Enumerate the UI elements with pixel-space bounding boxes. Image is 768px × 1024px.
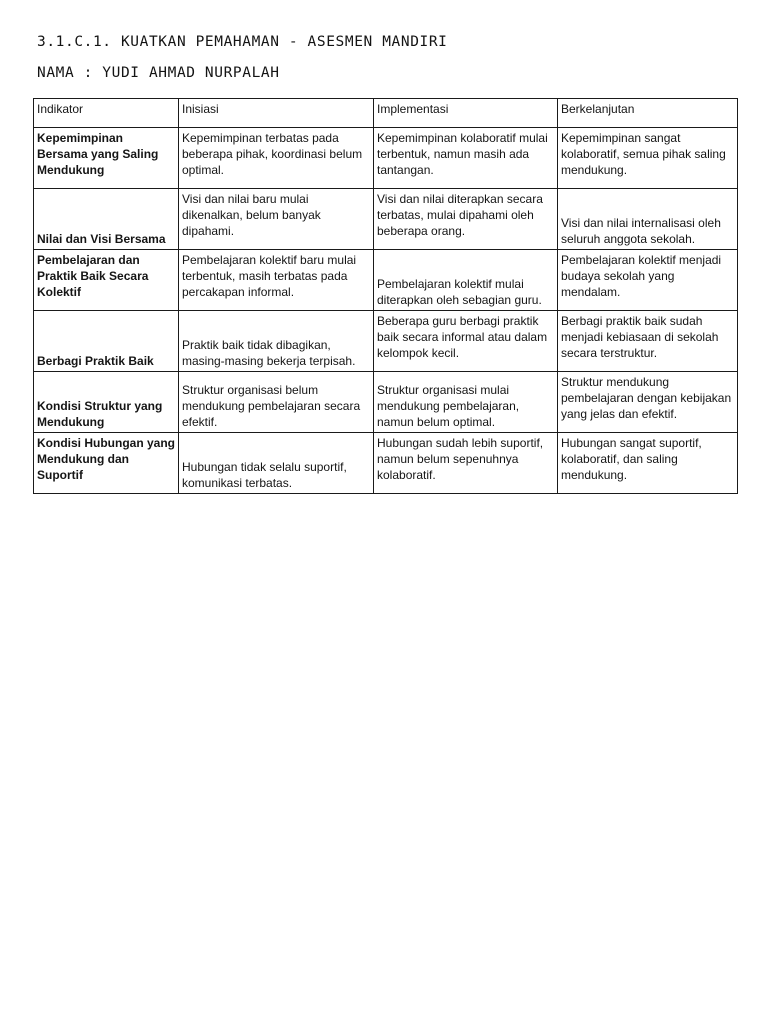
column-header-inisiasi: Inisiasi (179, 99, 374, 128)
implementasi-cell: Beberapa guru berbagi praktik baik secara informal atau dalam kelompok kecil. (374, 311, 558, 372)
table-row (34, 372, 738, 433)
page-title: 3.1.C.1. KUATKAN PEMAHAMAN - ASESMEN MANDIRI (37, 34, 448, 50)
berkelanjutan-cell: Hubungan sangat suportif, kolaboratif, dan saling mendukung. (558, 433, 738, 494)
implementasi-cell: Pembelajaran kolektif mulai diterapkan oleh sebagian guru. (374, 250, 558, 311)
table-header-row (34, 99, 738, 128)
inisiasi-cell: Hubungan tidak selalu suportif, komunikasi terbatas. (179, 433, 374, 494)
berkelanjutan-cell: Kepemimpinan sangat kolaboratif, semua pihak saling mendukung. (558, 128, 738, 189)
implementasi-cell: Kepemimpinan kolaboratif mulai terbentuk, namun masih ada tantangan. (374, 128, 558, 189)
indicator-cell: Kondisi Hubungan yang Mendukung dan Suportif (34, 433, 179, 494)
indicator-cell: Kondisi Struktur yang Mendukung (34, 372, 179, 433)
berkelanjutan-cell: Pembelajaran kolektif menjadi budaya sekolah yang mendalam. (558, 250, 738, 311)
author-name: NAMA : YUDI AHMAD NURPALAH (37, 65, 280, 81)
column-header-implementasi: Implementasi (374, 99, 558, 128)
table-row (34, 433, 738, 494)
table-row (34, 250, 738, 311)
table-row (34, 189, 738, 250)
berkelanjutan-cell: Visi dan nilai internalisasi oleh seluruh anggota sekolah. (558, 189, 738, 250)
inisiasi-cell: Struktur organisasi belum mendukung pembelajaran secara efektif. (179, 372, 374, 433)
indicator-cell: Berbagi Praktik Baik (34, 311, 179, 372)
inisiasi-cell: Visi dan nilai baru mulai dikenalkan, belum banyak dipahami. (179, 189, 374, 250)
indicator-cell: Kepemimpinan Bersama yang Saling Mendukung (34, 128, 179, 189)
rubric-table (33, 98, 738, 494)
implementasi-cell: Struktur organisasi mulai mendukung pembelajaran, namun belum optimal. (374, 372, 558, 433)
indicator-cell: Nilai dan Visi Bersama (34, 189, 179, 250)
implementasi-cell: Hubungan sudah lebih suportif, namun belum sepenuhnya kolaboratif. (374, 433, 558, 494)
inisiasi-cell: Pembelajaran kolektif baru mulai terbentuk, masih terbatas pada percakapan informal. (179, 250, 374, 311)
column-header-indikator: Indikator (34, 99, 179, 128)
inisiasi-cell: Praktik baik tidak dibagikan, masing-masing bekerja terpisah. (179, 311, 374, 372)
indicator-cell: Pembelajaran dan Praktik Baik Secara Kolektif (34, 250, 179, 311)
berkelanjutan-cell: Berbagi praktik baik sudah menjadi kebiasaan di sekolah secara terstruktur. (558, 311, 738, 372)
column-header-berkelanjutan: Berkelanjutan (558, 99, 738, 128)
table-row (34, 128, 738, 189)
implementasi-cell: Visi dan nilai diterapkan secara terbatas, mulai dipahami oleh beberapa orang. (374, 189, 558, 250)
table-row (34, 311, 738, 372)
berkelanjutan-cell: Struktur mendukung pembelajaran dengan kebijakan yang jelas dan efektif. (558, 372, 738, 433)
inisiasi-cell: Kepemimpinan terbatas pada beberapa pihak, koordinasi belum optimal. (179, 128, 374, 189)
